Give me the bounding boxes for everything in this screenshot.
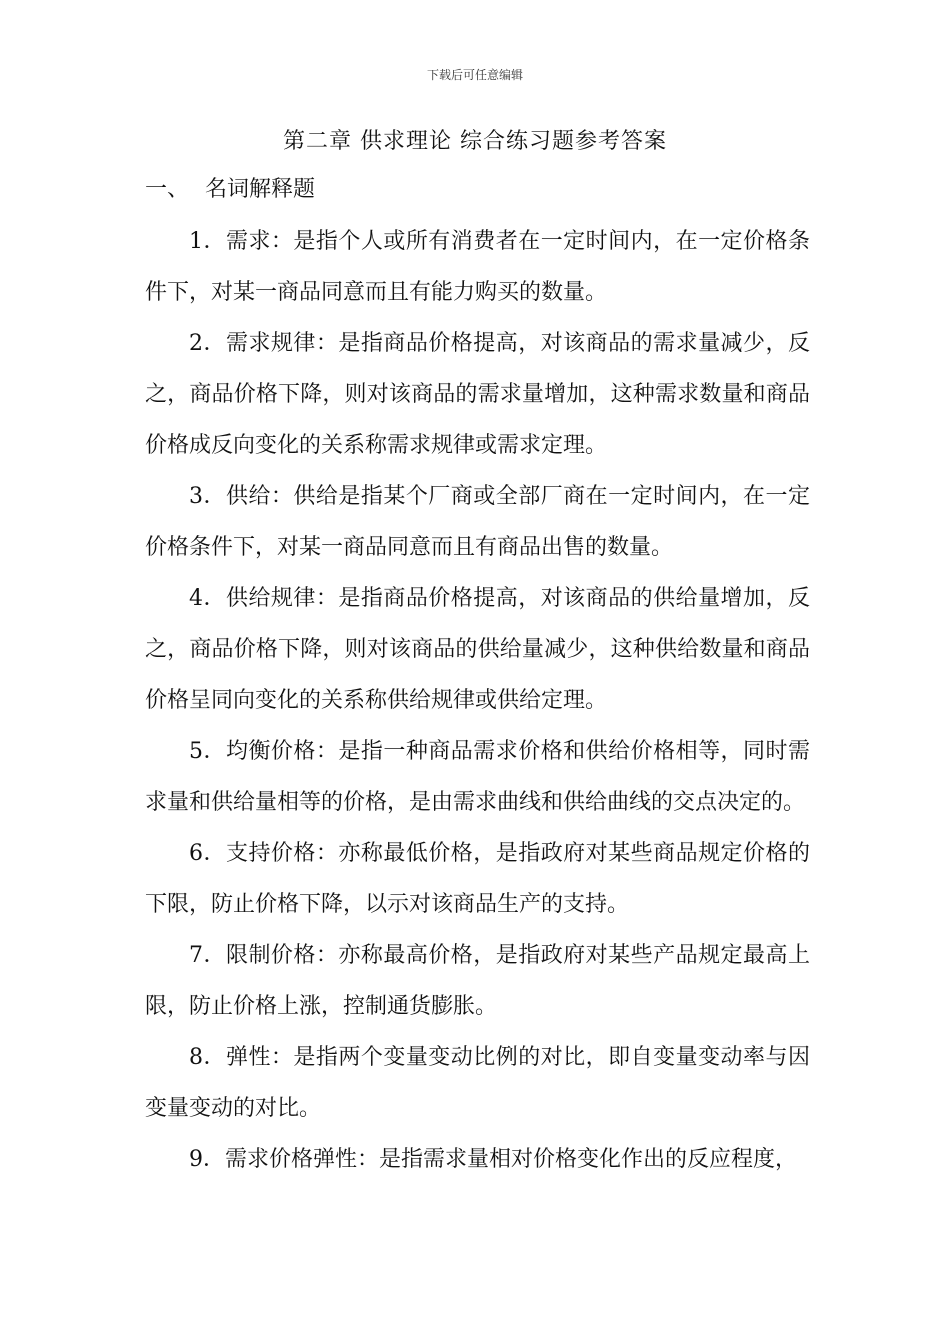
definition-item: 6．支持价格：亦称最低价格，是指政府对某些商品规定价格的下限，防止价格下降，以示对该商品生产的支持。 (145, 841, 810, 917)
definition-item: 3．供给：供给是指某个厂商或全部厂商在一定时间内，在一定价格条件下，对某一商品同意而且有商品出售的数量。 (145, 484, 810, 560)
definition-item: 5．均衡价格：是指一种商品需求价格和供给价格相等，同时需求量和供给量相等的价格，是由需求曲线和供给曲线的交点决定的。 (145, 739, 810, 815)
section-number: 一、 (145, 177, 190, 202)
definition-item: 9．需求价格弹性：是指需求量相对价格变化作出的反应程度， (189, 1147, 797, 1172)
definition-item: 1．需求：是指个人或所有消费者在一定时间内，在一定价格条件下，对某一商品同意而且有能力购买的数量。 (145, 229, 810, 305)
definition-item: 2．需求规律：是指商品价格提高，对该商品的需求量减少，反之，商品价格下降，则对该商品的需求量增加，这种需求数量和商品价格成反向变化的关系称需求规律或需求定理。 (145, 331, 810, 458)
definition-item: 8．弹性：是指两个变量变动比例的对比，即自变量变动率与因变量变动的对比。 (145, 1045, 810, 1121)
section-heading (145, 172, 315, 203)
definition-item: 7．限制价格：亦称最高价格，是指政府对某些产品规定最高上限，防止价格上涨，控制通货膨胀。 (145, 943, 810, 1019)
section-label: 名词解释题 (205, 177, 316, 202)
document-title: 第二章 供求理论 综合练习题参考答案 (283, 129, 667, 154)
page-header-note: 下载后可任意编辑 (426, 68, 523, 82)
definition-item: 4．供给规律：是指商品价格提高，对该商品的供给量增加，反之，商品价格下降，则对该商品的供给量减少，这种供给数量和商品价格呈同向变化的关系称供给规律或供给定理。 (145, 586, 810, 713)
definition-list (145, 216, 810, 1185)
